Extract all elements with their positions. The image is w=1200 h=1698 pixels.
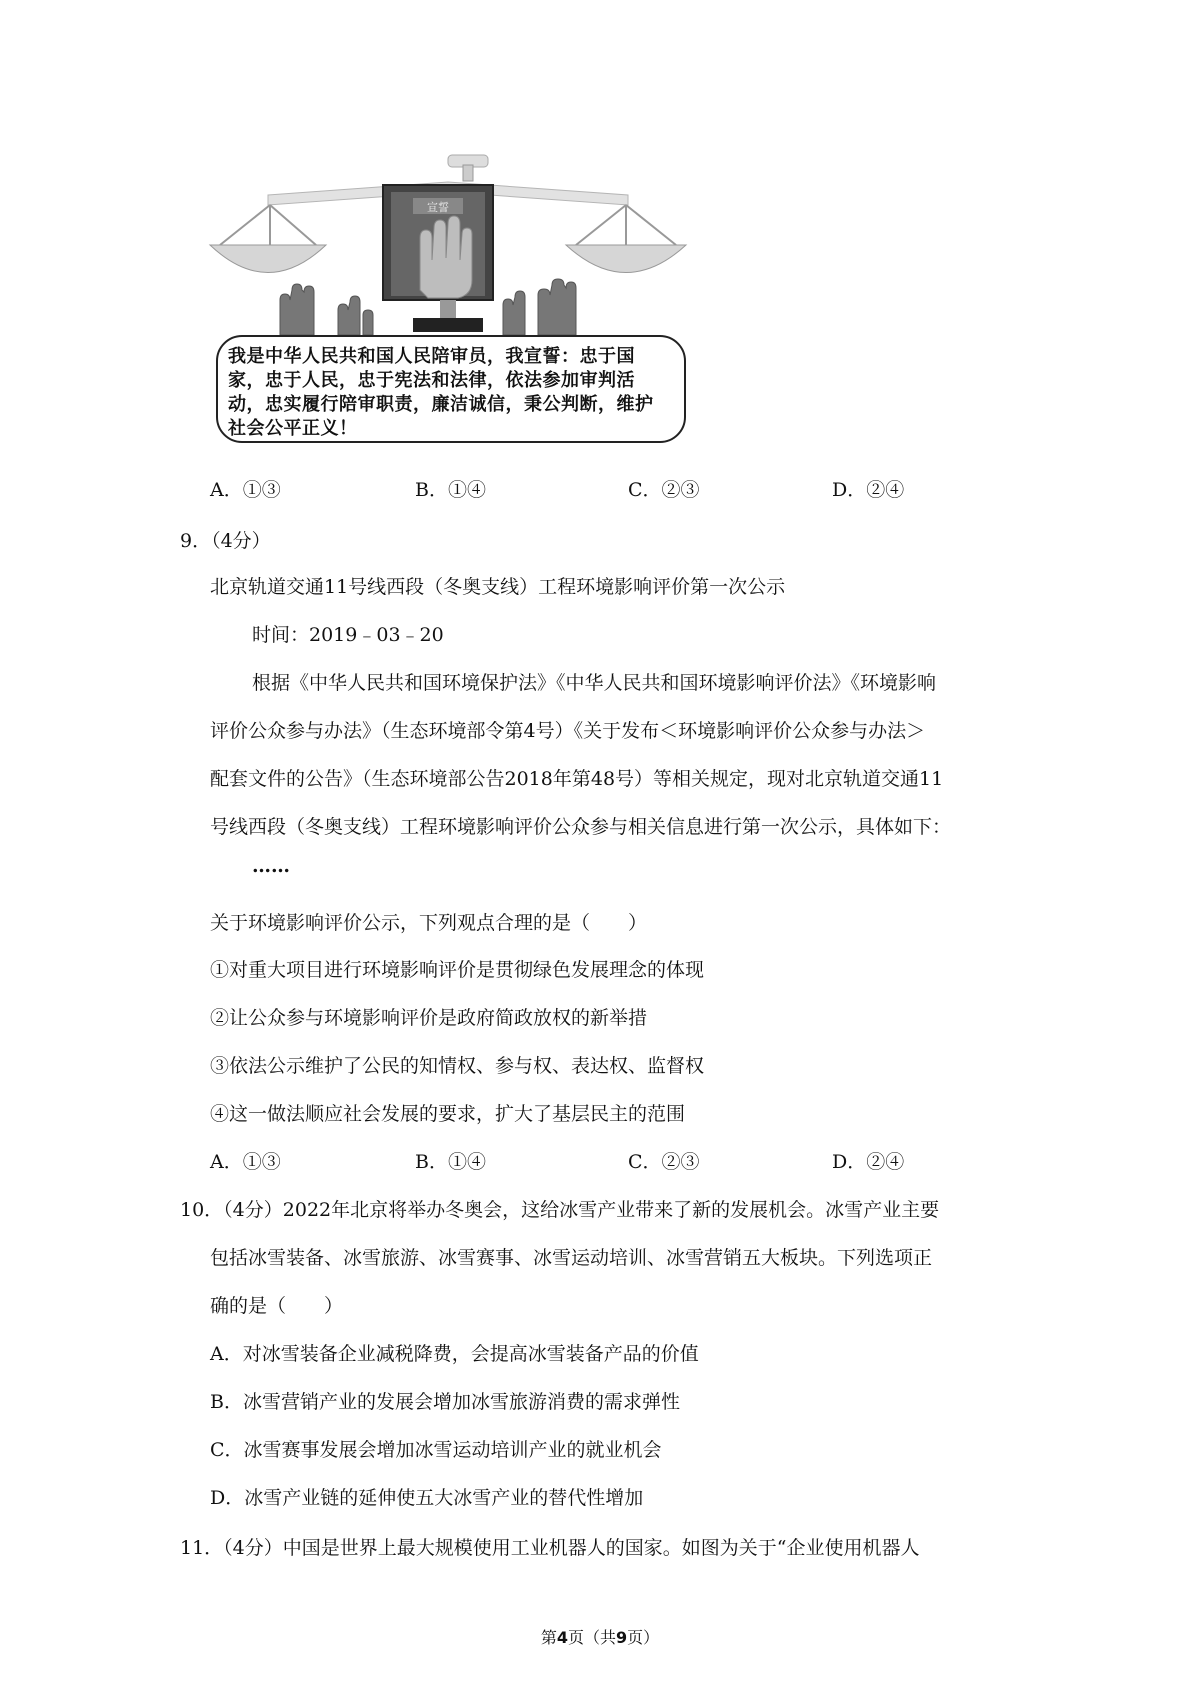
q9-options bbox=[210, 1147, 970, 1173]
q8-option-a: A．①③ bbox=[210, 479, 281, 501]
q9-body-line: 评价公众参与办法》（生态环境部令第4号）《关于发布＜环境影响评价公众参与办法＞ bbox=[210, 720, 926, 742]
q10-option-c: C．冰雪赛事发展会增加冰雪运动培训产业的就业机会 bbox=[210, 1439, 662, 1461]
q9-option-b: B．①④ bbox=[415, 1151, 486, 1173]
page-footer bbox=[0, 1625, 1200, 1648]
q10-stem-line: 包括冰雪装备、冰雪旅游、冰雪赛事、冰雪运动培训、冰雪营销五大板块。下列选项正 bbox=[210, 1247, 933, 1269]
footer-prefix: 第 bbox=[540, 1628, 557, 1647]
oath-speech-bubble bbox=[216, 335, 686, 443]
right-pan-chains bbox=[576, 205, 676, 245]
q9-option-a: A．①③ bbox=[210, 1151, 281, 1173]
q9-statement: ④这一做法顺应社会发展的要求，扩大了基层民主的范围 bbox=[210, 1103, 686, 1125]
scale-top-knob bbox=[448, 155, 488, 181]
q9-notice-title: 北京轨道交通11号线西段（冬奥支线）工程环境影响评价第一次公示 bbox=[210, 576, 786, 598]
q8-option-c: C．②③ bbox=[628, 479, 700, 501]
q9-statement: ③依法公示维护了公民的知情权、参与权、表达权、监督权 bbox=[210, 1055, 705, 1077]
q9-body-line: 根据《中华人民共和国环境保护法》《中华人民共和国环境影响评价法》《环境影响 bbox=[252, 672, 937, 694]
q10-option-a: A．对冰雪装备企业减税降费，会提高冰雪装备产品的价值 bbox=[210, 1343, 699, 1365]
left-scale-pan bbox=[210, 245, 326, 273]
oath-text-line: 家，忠于人民，忠于宪法和法律，依法参加审判活 bbox=[228, 370, 635, 391]
q10-option-b: B．冰雪营销产业的发展会增加冰雪旅游消费的需求弹性 bbox=[210, 1391, 680, 1413]
footer-total-pages: 9 bbox=[616, 1628, 628, 1647]
q9-ellipsis: …… bbox=[252, 855, 290, 877]
footer-suffix: 页） bbox=[627, 1628, 660, 1647]
q9-question: 关于环境影响评价公示，下列观点合理的是（ ） bbox=[210, 912, 648, 934]
footer-page-number: 4 bbox=[556, 1628, 568, 1647]
q9-statement: ①对重大项目进行环境影响评价是贯彻绿色发展理念的体现 bbox=[210, 959, 705, 981]
footer-middle: 页（共 bbox=[567, 1628, 616, 1647]
q9-option-d: D．②④ bbox=[832, 1151, 905, 1173]
q8-option-d: D．②④ bbox=[832, 479, 905, 501]
oath-text-line: 动，忠实履行陪审职责，廉洁诚信，秉公判断，维护 bbox=[228, 394, 654, 415]
oath-text-line: 我是中华人民共和国人民陪审员，我宣誓：忠于国 bbox=[228, 346, 635, 367]
q9-number: 9．（4分） bbox=[180, 530, 271, 552]
q8-options bbox=[210, 475, 970, 501]
q10-stem-line: 确的是（ ） bbox=[210, 1295, 344, 1317]
left-pan-chains bbox=[220, 205, 316, 245]
oath-text-line: 社会公平正义！ bbox=[228, 418, 358, 439]
q8-option-b: B．①④ bbox=[415, 479, 486, 501]
q9-statement: ②让公众参与环境影响评价是政府简政放权的新举措 bbox=[210, 1007, 648, 1029]
right-scale-pan bbox=[566, 245, 686, 273]
q10-stem-line: 10．（4分）2022年北京将举办冬奥会，这给冰雪产业带来了新的发展机会。冰雪产业主要 bbox=[180, 1199, 940, 1221]
oath-board-header: 宣誓 bbox=[427, 201, 449, 214]
q10-option-d: D．冰雪产业链的延伸使五大冰雪产业的替代性增加 bbox=[210, 1487, 644, 1509]
scale-stand bbox=[413, 300, 483, 332]
q9-body-line: 配套文件的公告》（生态环境部公告2018年第48号）等相关规定，现对北京轨道交通11 bbox=[210, 768, 944, 790]
q9-body-line: 号线西段（冬奥支线）工程环境影响评价公众参与相关信息进行第一次公示，具体如下： bbox=[210, 816, 952, 838]
q9-notice-time: 时间：2019﹣03﹣20 bbox=[252, 624, 444, 646]
oath-board bbox=[383, 185, 493, 300]
q9-option-c: C．②③ bbox=[628, 1151, 700, 1173]
q11-stem-line: 11．（4分）中国是世界上最大规模使用工业机器人的国家。如图为关于“企业使用机器人 bbox=[180, 1537, 920, 1559]
